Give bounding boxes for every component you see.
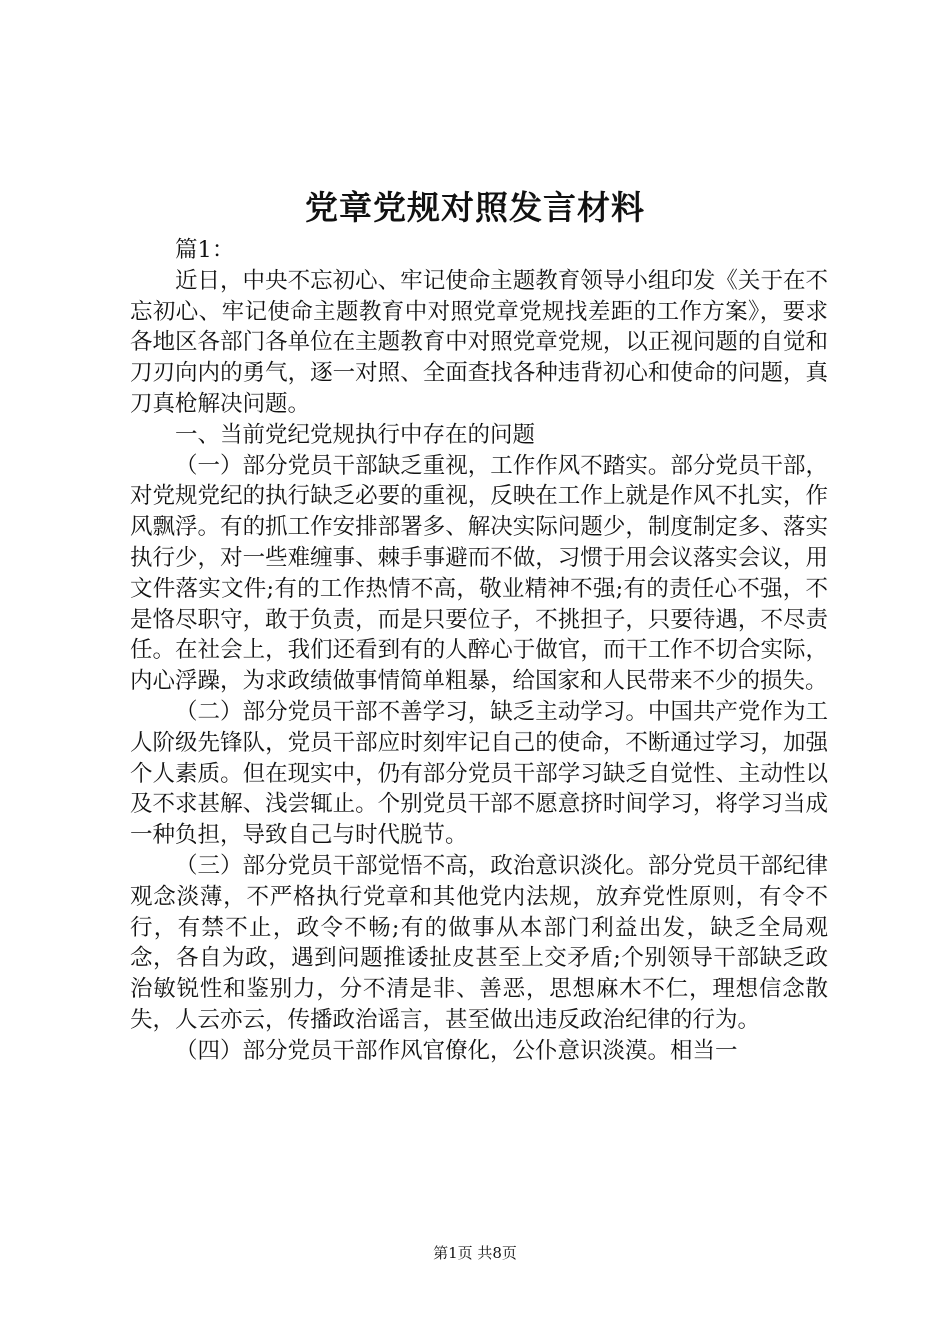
paragraph-problem-3: （三）部分党员干部觉悟不高，政治意识淡化。部分党员干部纪律观念淡薄，不严格执行党章和其他党内法规，放弃党性原则，有令不行，有禁不止，政令不畅;有的做事从本部门利益出发，缺乏全局观念，各自为政，遇到问题推诿扯皮甚至上交矛盾;个别领导干部缺乏政治敏锐性和鉴别力，分不清是非、善恶，思想麻木不仁，理想信念散失，人云亦云，传播政治谣言，甚至做出违反政治纪律的行为。	[130, 852, 828, 1033]
page-footer: 第1页 共8页	[433, 1244, 517, 1262]
section-heading-problems: 一、当前党纪党规执行中存在的问题	[175, 421, 536, 448]
section-heading-part-1: 篇1：	[175, 237, 235, 263]
paragraph-problem-1: （一）部分党员干部缺乏重视，工作作风不踏实。部分党员干部，对党规党纪的执行缺乏必要的重视，反映在工作上就是作风不扎实，作风飘浮。有的抓工作安排部署多、解决实际问题少，制度制定多、落实执行少，对一些难缠事、棘手事避而不做，习惯于用会议落实会议，用文件落实文件;有的工作热情不高，敬业精神不强;有的责任心不强，不是恪尽职守，敢于负责，而是只要位子，不挑担子，只要待遇，不尽责任。在社会上，我们还看到有的人醉心于做官，而干工作不切合实际，内心浮躁，为求政绩做事情简单粗暴，给国家和人民带来不少的损失。	[130, 452, 828, 695]
paragraph-problem-2: （二）部分党员干部不善学习，缺乏主动学习。中国共产党作为工人阶级先锋队，党员干部应时刻牢记自己的使命，不断通过学习，加强个人素质。但在现实中，仍有部分党员干部学习缺乏自觉性、主动性以及不求甚解、浅尝辄止。个别党员干部不愿意挤时间学习，将学习当成一种负担，导致自己与时代脱节。	[130, 698, 828, 849]
document-body	[130, 235, 828, 1067]
paragraph-intro: 近日，中央不忘初心、牢记使命主题教育领导小组印发《关于在不忘初心、牢记使命主题教育中对照党章党规找差距的工作方案》，要求各地区各部门各单位在主题教育中对照党章党规，以正视问题的自觉和刀刃向内的勇气，逐一对照、全面查找各种违背初心和使命的问题，真刀真枪解决问题。	[130, 267, 828, 417]
document-title: 党章党规对照发言材料	[305, 188, 645, 227]
paragraph-problem-4: （四）部分党员干部作风官僚化，公仆意识淡漠。相当一	[175, 1037, 738, 1064]
